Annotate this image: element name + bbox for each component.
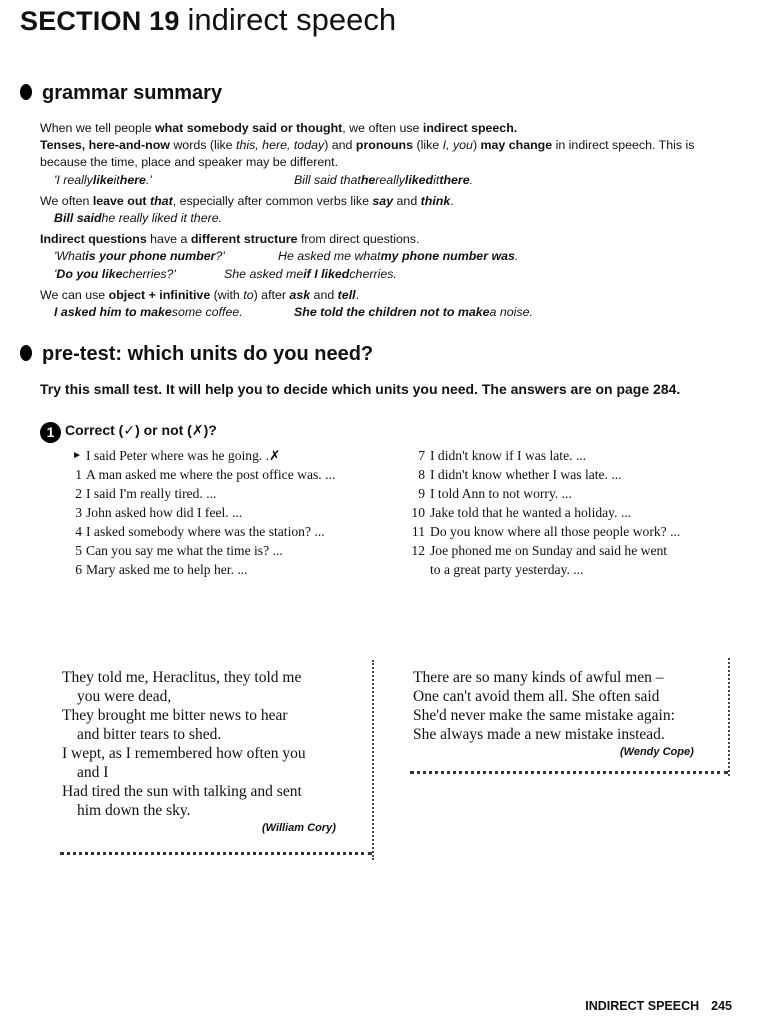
list-item: 12 Joe phoned me on Sunday and said he went [411, 543, 668, 558]
bullet-icon [20, 345, 32, 361]
summary-example-3: 'Whatis your phone number?' He asked me whatmy phone number was. [54, 249, 519, 264]
summary-para-1: When we tell people what somebody said or thought, we often use indirect speech. Tenses, here-and-now words (like this, here, today) and pronouns (like I, you) may change in indirect speech. This is because the time, place and speaker may be different. 'I reallylikeithere.' Bill said thathereallylikeditthere. [40, 120, 730, 189]
section-number: SECTION 19 [20, 6, 180, 36]
page-number: 245 [711, 999, 732, 1013]
grammar-summary-heading [20, 82, 222, 105]
poem-right-edge [728, 658, 730, 776]
list-item: 4 I asked somebody where was the station? ... [75, 524, 325, 539]
poem-right-author: (Wendy Cope) [620, 746, 694, 758]
list-item: to a great party yesterday. ... [430, 562, 584, 577]
list-item: 1 A man asked me where the post office was. ... [75, 467, 336, 482]
list-item: 9 I told Ann to not worry. ... [418, 486, 572, 501]
section-topic: indirect speech [187, 2, 397, 37]
list-item: 7 I didn't know if I was late. ... [418, 448, 587, 463]
pretest-heading-text: pre-test: which units do you need? [42, 343, 374, 365]
summary-para-3: Indirect questions have a different structure from direct questions. 'Whatis your phone number?' He asked me whatmy phone number was. 'Do you likecherries?' She asked meif I likedcherries. [40, 231, 730, 283]
summary-example-5: I asked him to makesome coffee. She told the children not to makea noise. [54, 305, 533, 320]
list-item: 2 I said I'm really tired. ... [75, 486, 217, 501]
list-item: 6 Mary asked me to help her. ... [75, 562, 248, 577]
page-footer [573, 999, 732, 1013]
summary-para-2: We often leave out that, especially after common verbs like say and think. Bill saidhe really liked it there. [40, 193, 730, 227]
list-item: 11 Do you know where all those people work? ... [411, 524, 681, 539]
poem-left: They told me, Heraclitus, they told me you were dead, They brought me bitter news to hear and bitter tears to shed. I wept, as I remembered how often you and I Had tired the sun with talking and sent him down the sky. [62, 669, 306, 819]
summary-example-2: Bill saidhe really liked it there. [54, 211, 223, 226]
exercise-list-left [68, 446, 335, 579]
list-item: 10 Jake told that he wanted a holiday. ... [411, 505, 632, 520]
list-item: 3 John asked how did I feel. ... [75, 505, 243, 520]
footer-label: INDIRECT SPEECH [585, 999, 700, 1013]
exercise-title: Correct (✓) or not (✗)? [65, 422, 217, 438]
example-item: ► I said Peter where was he going. .✗ [72, 448, 281, 463]
exercise-number: 1 [40, 422, 61, 443]
exercise-heading [40, 422, 217, 443]
exercise-list-right [405, 446, 680, 579]
pretest-intro: Try this small test. It will help you to decide which units you need. The answers are on page 284. [40, 381, 681, 397]
summary-example-4: 'Do you likecherries?' She asked meif I likedcherries. [54, 266, 397, 281]
poem-right-bottom-edge [410, 771, 728, 774]
grammar-summary-body [40, 120, 730, 321]
cross-mark-icon: ✗ [269, 448, 281, 463]
list-item: 5 Can you say me what the time is? ... [75, 543, 283, 558]
grammar-summary-heading-text: grammar summary [42, 82, 223, 104]
poem-right: There are so many kinds of awful men – One can't avoid them all. She often said She'd never make the same mistake again: She always made a new mistake instead. [413, 669, 675, 743]
poem-left-edge [372, 660, 374, 860]
pretest-heading [20, 343, 373, 366]
list-item: 8 I didn't know whether I was late. ... [418, 467, 622, 482]
bullet-icon [20, 84, 32, 100]
poem-left-bottom-edge [60, 852, 372, 855]
summary-example-1: 'I reallylikeithere.' Bill said thathereallylikeditthere. [54, 172, 474, 187]
summary-para-4: We can use object + infinitive (with to) after ask and tell. I asked him to makesome coffee. She told the children not to makea noise. [40, 287, 730, 321]
poem-left-author: (William Cory) [262, 822, 336, 834]
section-title [20, 2, 396, 38]
